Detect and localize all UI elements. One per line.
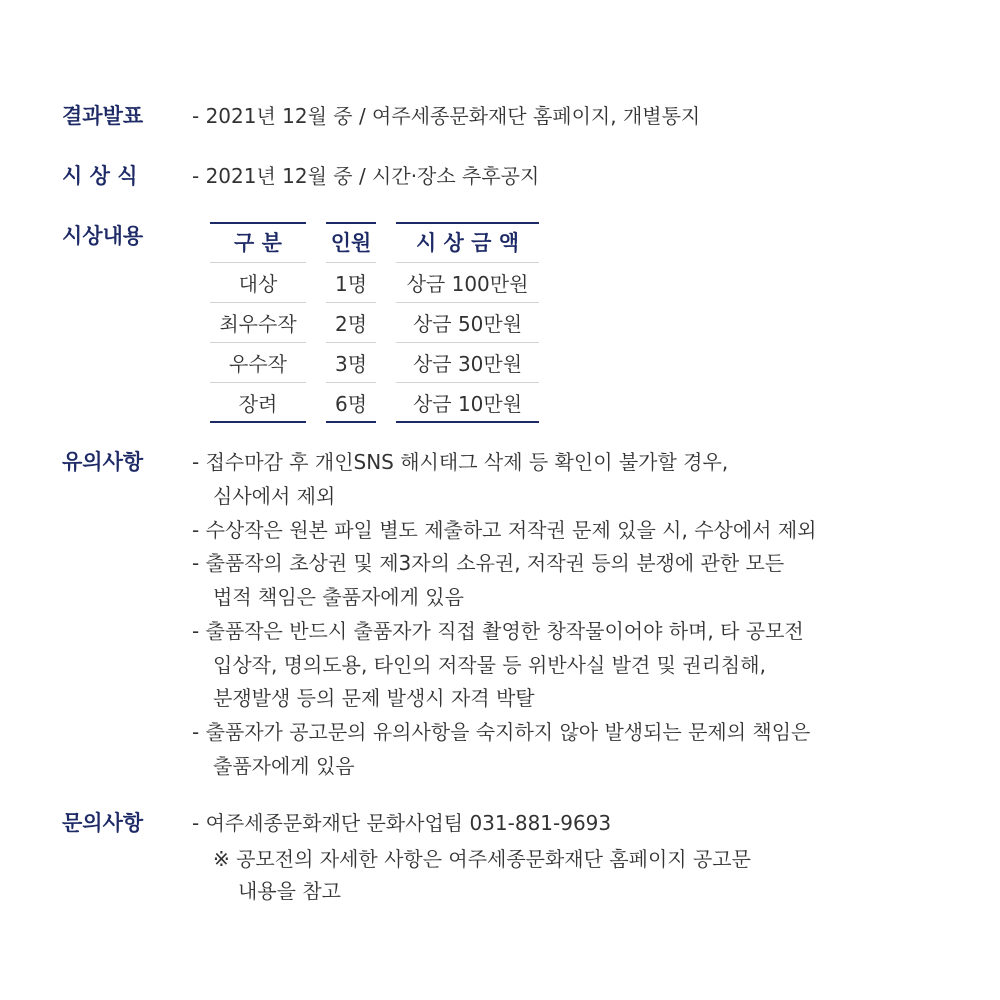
- table-header-count: 인원: [330, 231, 372, 255]
- table-row-divider: [396, 342, 539, 343]
- inquiry-note-continued: 내용을 참고: [238, 879, 341, 903]
- note-line: 입상작, 명의도용, 타인의 저작물 등 위반사실 발견 및 권리침해,: [213, 653, 766, 677]
- table-bottom-rule: [326, 421, 376, 423]
- awards-label: 시상내용: [62, 224, 144, 248]
- ceremony-label: 시 상 식: [62, 164, 138, 188]
- ceremony-text: - 2021년 12월 중 / 시간·장소 추후공지: [192, 164, 540, 188]
- results-label: 결과발표: [62, 104, 144, 128]
- table-cell-count: 3명: [334, 352, 368, 376]
- table-top-rule: [396, 222, 539, 224]
- table-top-rule: [326, 222, 376, 224]
- note-line: - 수상작은 원본 파일 별도 제출하고 저작권 문제 있을 시, 수상에서 제외: [192, 518, 817, 542]
- table-row-divider: [396, 382, 539, 383]
- table-cell-count: 6명: [334, 392, 368, 416]
- notes-label: 유의사항: [62, 450, 144, 474]
- table-cell-category: 대상: [238, 272, 278, 296]
- note-line: - 출품작의 초상권 및 제3자의 소유권, 저작권 등의 분쟁에 관한 모든: [192, 551, 785, 575]
- note-line: 심사에서 제외: [213, 484, 336, 508]
- table-cell-prize: 상금 100만원: [406, 272, 529, 296]
- table-bottom-rule: [210, 421, 306, 423]
- note-line: 출품자에게 있음: [213, 754, 355, 778]
- table-cell-count: 1명: [334, 272, 368, 296]
- inquiry-label: 문의사항: [62, 811, 144, 835]
- table-row-divider: [326, 382, 376, 383]
- note-line: 분쟁발생 등의 문제 발생시 자격 박탈: [213, 686, 535, 710]
- inquiry-note: ※ 공모전의 자세한 사항은 여주세종문화재단 홈페이지 공고문: [213, 847, 751, 871]
- table-cell-count: 2명: [334, 312, 368, 336]
- table-top-rule: [210, 222, 306, 224]
- note-line: 법적 책임은 출품자에게 있음: [213, 585, 464, 609]
- note-line: - 출품작은 반드시 출품자가 직접 촬영한 창작물이어야 하며, 타 공모전: [192, 619, 804, 643]
- note-line: - 접수마감 후 개인SNS 해시태그 삭제 등 확인이 불가할 경우,: [192, 450, 729, 474]
- table-row-divider: [326, 342, 376, 343]
- table-row-divider: [210, 382, 306, 383]
- inquiry-text: - 여주세종문화재단 문화사업팀 031-881-9693: [192, 811, 612, 835]
- table-cell-category: 장려: [238, 392, 278, 416]
- table-row-divider: [210, 302, 306, 303]
- table-row-divider: [396, 302, 539, 303]
- table-row-divider: [210, 342, 306, 343]
- note-line: - 출품자가 공고문의 유의사항을 숙지하지 않아 발생되는 문제의 책임은: [192, 720, 811, 744]
- table-row-divider: [326, 302, 376, 303]
- table-row-divider: [396, 262, 539, 263]
- table-bottom-rule: [396, 421, 539, 423]
- table-header-category: 구 분: [234, 231, 282, 255]
- table-cell-category: 최우수작: [219, 312, 297, 336]
- table-cell-category: 우수작: [229, 352, 287, 376]
- table-cell-prize: 상금 50만원: [412, 312, 523, 336]
- table-header-prize: 시 상 금 액: [415, 231, 520, 255]
- table-cell-prize: 상금 30만원: [412, 352, 523, 376]
- table-row-divider: [326, 262, 376, 263]
- results-text: - 2021년 12월 중 / 여주세종문화재단 홈페이지, 개별통지: [192, 104, 701, 128]
- table-row-divider: [210, 262, 306, 263]
- table-cell-prize: 상금 10만원: [412, 392, 523, 416]
